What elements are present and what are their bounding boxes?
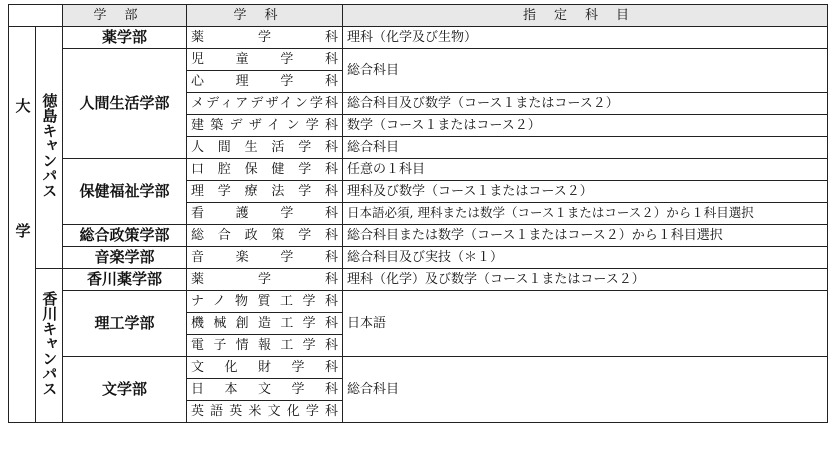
department-name: ナノ物質工学科 — [187, 291, 343, 313]
table-row — [9, 291, 828, 313]
header-subjects: 指定科目 — [343, 5, 828, 27]
table-row — [9, 357, 828, 379]
header-faculty: 学部 — [63, 5, 187, 27]
subject-cell: 数学（コース１またはコース２） — [343, 115, 828, 137]
department-name: 児童学科 — [187, 49, 343, 71]
department-name: 英語英米文化学科 — [187, 401, 343, 423]
department-name: 電子情報工学科 — [187, 335, 343, 357]
department-name: 日本文学科 — [187, 379, 343, 401]
subject-cell: 総合科目及び数学（コース１またはコース２） — [343, 93, 828, 115]
subject-cell: 理科（化学）及び数学（コース１またはコース２） — [343, 269, 828, 291]
faculty-name: 薬学部 — [63, 27, 187, 49]
subject-cell: 総合科目 — [343, 49, 828, 93]
department-name: 総合政策学科 — [187, 225, 343, 247]
department-name: 理学療法学科 — [187, 181, 343, 203]
subject-cell: 総合科目 — [343, 357, 828, 423]
department-name: 薬学科 — [187, 269, 343, 291]
subject-cell: 理科（化学及び生物） — [343, 27, 828, 49]
faculty-name: 香川薬学部 — [63, 269, 187, 291]
department-name: 音楽学科 — [187, 247, 343, 269]
faculty-name: 保健福祉学部 — [63, 159, 187, 225]
campus-tokushima: 徳島キャンパス — [36, 27, 63, 269]
header-row — [9, 5, 828, 27]
subject-cell: 日本語必須, 理科または数学（コース１またはコース２）から１科目選択 — [343, 203, 828, 225]
faculty-name: 理工学部 — [63, 291, 187, 357]
faculty-name: 文学部 — [63, 357, 187, 423]
subject-cell: 任意の１科目 — [343, 159, 828, 181]
department-name: 人間生活学科 — [187, 137, 343, 159]
department-name: 機械創造工学科 — [187, 313, 343, 335]
table-row — [9, 27, 828, 49]
faculty-name: 総合政策学部 — [63, 225, 187, 247]
header-department: 学科 — [187, 5, 343, 27]
header-blank — [9, 5, 63, 27]
table-row — [9, 159, 828, 181]
department-name: 看護学科 — [187, 203, 343, 225]
university-label: 大学 — [9, 27, 36, 423]
admission-subjects-table — [8, 4, 828, 423]
table-row — [9, 247, 828, 269]
department-name: 文化財学科 — [187, 357, 343, 379]
subject-cell: 総合科目及び実技（＊１） — [343, 247, 828, 269]
table-row — [9, 269, 828, 291]
subject-cell: 理科及び数学（コース１またはコース２） — [343, 181, 828, 203]
faculty-name: 音楽学部 — [63, 247, 187, 269]
subject-cell: 日本語 — [343, 291, 828, 357]
faculty-name: 人間生活学部 — [63, 49, 187, 159]
department-name: メディアデザイン学科 — [187, 93, 343, 115]
department-name: 薬学科 — [187, 27, 343, 49]
department-name: 心理学科 — [187, 71, 343, 93]
department-name: 建築デザイン学科 — [187, 115, 343, 137]
table-row — [9, 49, 828, 71]
table-row — [9, 225, 828, 247]
subject-cell: 総合科目 — [343, 137, 828, 159]
campus-kagawa: 香川キャンパス — [36, 269, 63, 423]
subject-cell: 総合科目または数学（コース１またはコース２）から１科目選択 — [343, 225, 828, 247]
department-name: 口腔保健学科 — [187, 159, 343, 181]
